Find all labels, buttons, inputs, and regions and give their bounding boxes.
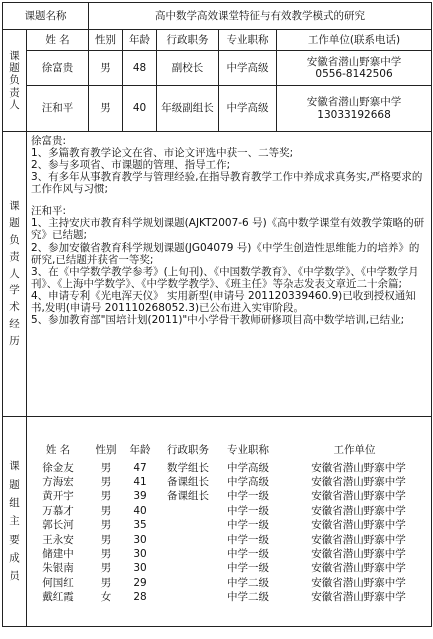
experience-paragraph: 徐富贵: [31,135,67,147]
leader-unit-name: 安徽省潜山野寨中学 [306,96,402,109]
leader-post: 副校长 [157,51,219,86]
members-row [3,417,432,627]
member-name: 郭长河 [42,519,74,532]
member-title: 中学二级 [227,591,269,604]
experience-paragraph: 5、参加教育部"国培计划(2011)"中小学骨干教师研修项目高中数学培训,已结业; [31,313,405,326]
member-name: 王永安 [42,533,74,546]
experience-paragraph: 1、多篇教育教学论文在省、市论文评选中获一、二等奖; [31,147,294,160]
member-post [157,518,219,532]
member-name: 何国红 [42,576,74,589]
leaders-section-label [3,30,27,132]
member-row [27,489,432,503]
member-name: 方海宏 [42,476,74,489]
project-title: 高中数学高效课堂特征与有效教学模式的研究 [89,3,432,30]
member-age: 41 [133,476,147,489]
member-gender: 男 [100,576,112,589]
member-age: 40 [133,504,147,517]
vertical-label-text: 课 题 负 责 人 [9,50,20,111]
member-name: 徐金友 [42,461,74,474]
members-header-unit: 工作单位 [333,443,376,456]
members-table [27,439,432,605]
member-title: 中学一级 [227,548,269,561]
project-name-label: 课题名称 [3,3,89,30]
vertical-label-text: 课 题 负 责 人 学 术 经 历 [9,200,20,347]
member-gender: 男 [100,519,112,532]
member-title: 中学高级 [227,461,269,474]
member-gender: 男 [100,490,112,503]
experience-text [27,132,432,417]
leader-unit [277,86,432,132]
member-age: 28 [133,591,147,604]
member-post [157,576,219,590]
member-gender: 女 [100,591,112,604]
leader-age: 48 [123,51,157,86]
leaders-header-unit: 工作单位(联系电话) [277,30,432,51]
member-age: 47 [133,461,147,474]
members-section-label [3,417,27,627]
member-row [27,561,432,575]
member-row [27,547,432,561]
member-row [27,590,432,604]
member-unit: 安徽省潜山野寨中学 [311,504,406,517]
leaders-header-row [3,30,432,51]
member-title: 中学高级 [227,476,269,489]
member-name: 储建中 [42,548,74,561]
member-row [27,504,432,518]
members-header-row [27,439,432,461]
experience-paragraph: 汪和平: [31,205,67,218]
member-unit: 安徽省潜山野寨中学 [311,533,406,546]
leader-row [3,86,432,132]
leader-phone: 13033192668 [317,108,391,121]
member-row [27,475,432,489]
member-title: 中学一级 [227,533,269,546]
leader-phone: 0556-8142506 [315,68,393,80]
leader-name: 徐富贵 [27,51,89,86]
member-gender: 男 [100,533,112,546]
leader-post: 年级副组长 [157,86,219,132]
members-header-gender: 性别 [95,443,117,456]
member-age: 30 [133,548,147,561]
member-unit: 安徽省潜山野寨中学 [311,519,406,532]
member-title: 中学一级 [227,504,269,517]
members-cell [27,417,432,627]
vertical-label-text: 课 题 组 主 要 成 员 [9,460,20,583]
member-name: 朱银南 [42,562,74,575]
leader-gender: 男 [89,51,123,86]
member-title: 中学一级 [227,519,269,532]
members-header-title: 专业职称 [227,443,269,456]
member-row [27,576,432,590]
leaders-header-title: 专业职称 [219,30,277,51]
member-post [157,590,219,604]
member-unit: 安徽省潜山野寨中学 [311,576,406,589]
leader-unit-name: 安徽省潜山野寨中学 [306,55,402,68]
member-name: 戴红霞 [42,591,74,604]
member-gender: 男 [100,548,112,561]
member-post [157,547,219,561]
member-unit: 安徽省潜山野寨中学 [311,490,406,503]
experience-row [3,132,432,417]
member-post: 数学组长 [167,461,209,474]
leaders-header-post: 行政职务 [157,30,219,51]
members-header-name: 姓 名 [45,443,71,456]
project-form-table [2,2,432,627]
experience-paragraph: 3、有多年从事教育教学与管理经验,在指导教育教学工作中养成求真务实,严格要求的工作作风与习惯; [31,171,423,196]
member-title: 中学一级 [227,562,269,575]
experience-section-label [3,132,27,417]
member-name: 万慕才 [42,504,74,517]
members-header-post: 行政职务 [167,443,209,456]
leader-name: 汪和平 [27,86,89,132]
members-header-age: 年龄 [129,443,151,456]
member-row [27,461,432,475]
leader-row [3,51,432,86]
member-age: 39 [133,490,147,503]
experience-paragraph: 3、在《中学数学教学参考》(上旬刊)、《中国数学教育》、《中学数学》、《中学数学月刊》、《上海中学数学》、《中学数学教学》、《班主任》等杂志发表文章近二十余篇; [31,265,419,290]
member-title: 中学二级 [227,576,269,589]
leader-age: 40 [123,86,157,132]
experience-paragraph: 2、参加安徽省教育科学规划课题(JG04079 号)《中学生创造性思维能力的培养》的研究,已结题并获省一等奖; [31,241,420,266]
leader-gender: 男 [89,86,123,132]
member-post [157,533,219,547]
leaders-header-gender: 性别 [89,30,123,51]
leaders-header-age: 年龄 [123,30,157,51]
paragraph-spacer [31,195,427,205]
member-post [157,561,219,575]
member-age: 35 [133,519,147,532]
member-name: 黄开宇 [42,490,74,503]
leader-unit [277,51,432,86]
member-age: 29 [133,576,147,589]
member-age: 30 [133,562,147,575]
member-unit: 安徽省潜山野寨中学 [311,562,406,575]
member-gender: 男 [100,562,112,575]
member-gender: 男 [100,504,112,517]
member-post: 备课组长 [167,476,209,489]
member-unit: 安徽省潜山野寨中学 [311,476,406,489]
member-unit: 安徽省潜山野寨中学 [311,461,406,474]
member-unit: 安徽省潜山野寨中学 [311,591,406,604]
member-post [157,504,219,518]
member-row [27,518,432,532]
member-gender: 男 [100,476,112,489]
member-age: 30 [133,533,147,546]
experience-paragraph: 1、主持安庆市教育科学规划课题(AJKT2007-6 号)《高中数学课堂有效教学策略的研究》已结题; [31,217,425,242]
experience-paragraph: 4、申请专利《光电浑天仪》 实用新型(申请号 201120339460.9)已收到授权通知书,发明(申请号 201110268052.3)已公布进入实审阶段。 [31,289,416,314]
member-post: 备课组长 [167,490,209,503]
experience-paragraph: 2、参与多项省、市课题的管理、指导工作; [31,159,231,172]
member-unit: 安徽省潜山野寨中学 [311,548,406,561]
project-title-row [3,3,432,30]
leaders-header-name: 姓 名 [27,30,89,51]
leader-title: 中学高级 [219,86,277,132]
member-row [27,533,432,547]
member-title: 中学一级 [227,490,269,503]
member-gender: 男 [100,461,112,474]
leader-title: 中学高级 [219,51,277,86]
